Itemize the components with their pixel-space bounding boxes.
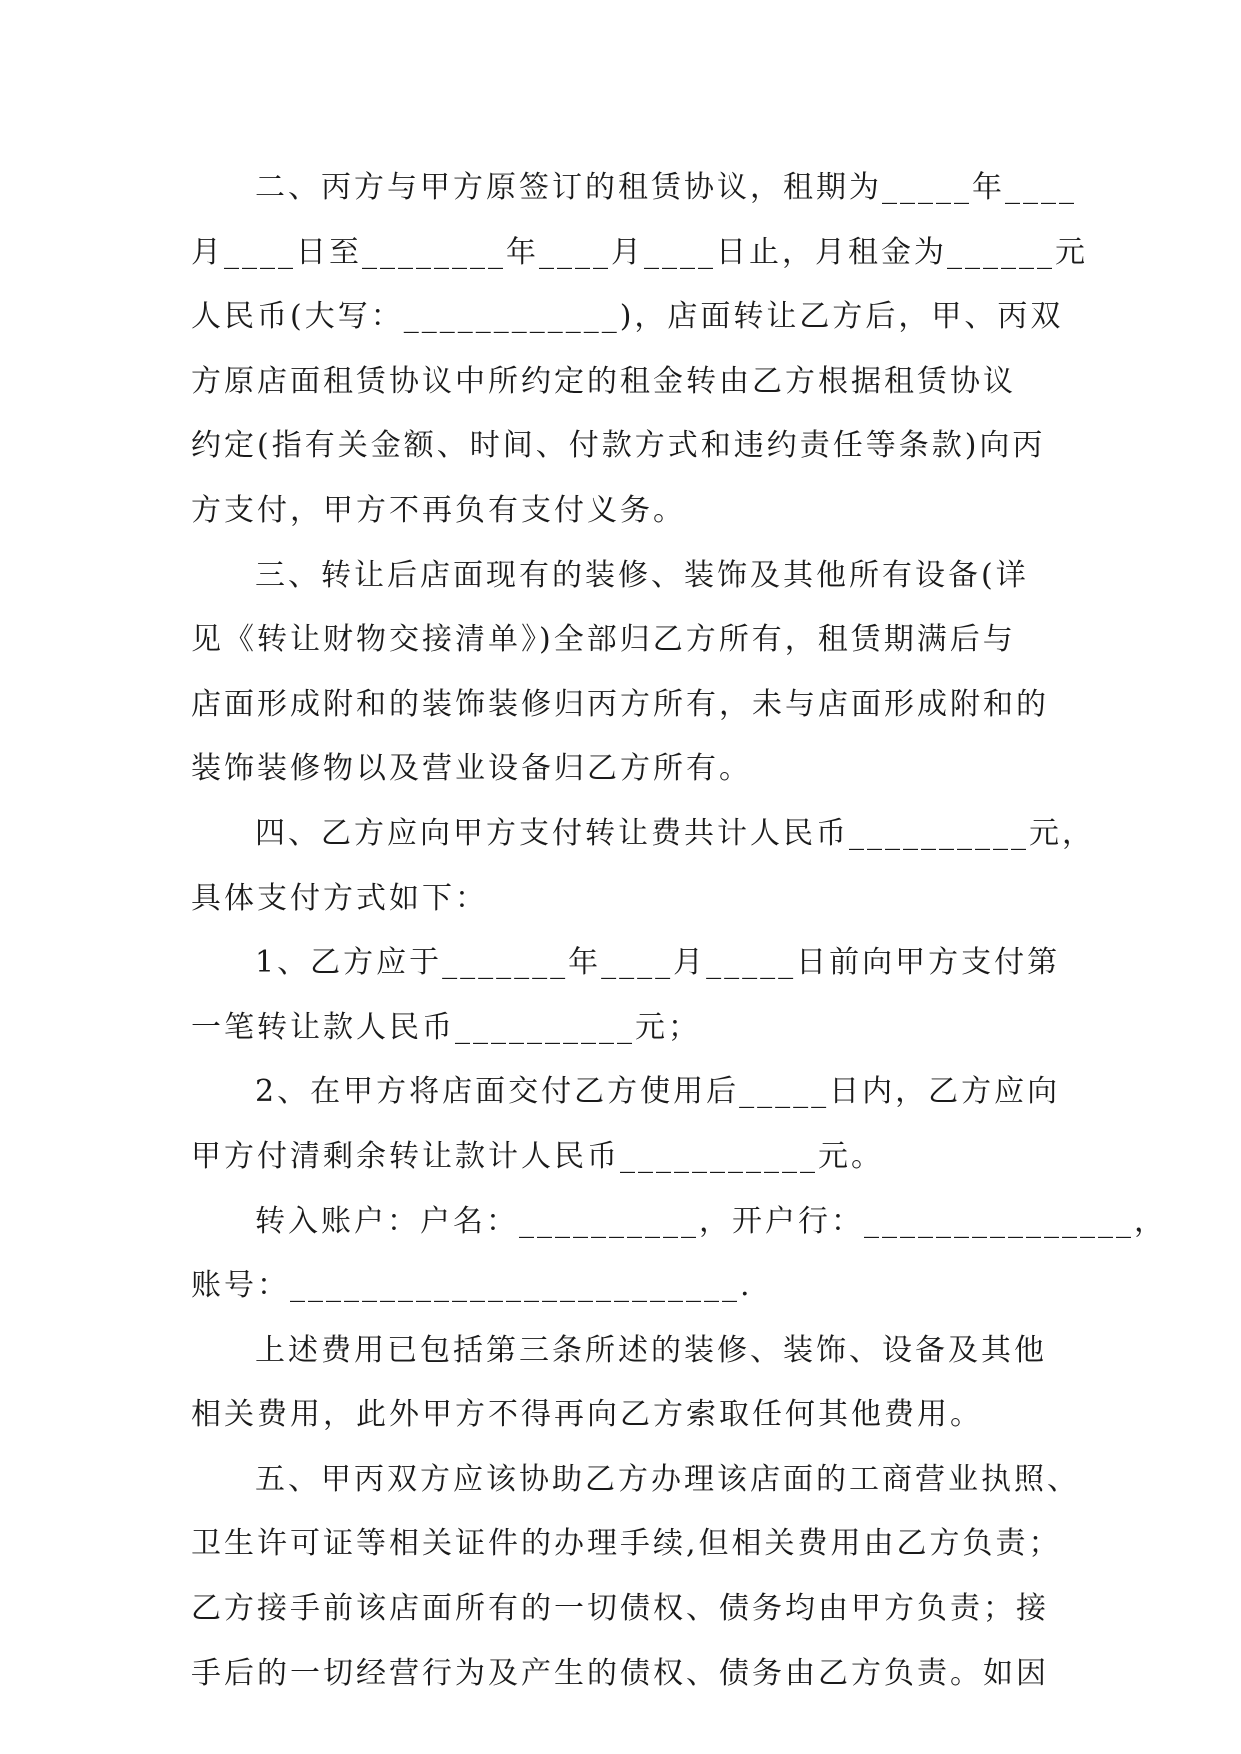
text-line: 装饰装修物以及营业设备归乙方所有。 xyxy=(191,751,752,787)
text-line: 卫生许可证等相关证件的办理手续,但相关费用由乙方负责； xyxy=(191,1526,1062,1562)
text-line: 手后的一切经营行为及产生的债权、债务由乙方负责。如因 xyxy=(191,1655,1049,1691)
text-line: 乙方接手前该店面所有的一切债权、债务均由甲方负责；接 xyxy=(191,1591,1049,1627)
text-line: 上述费用已包括第三条所述的装修、装饰、设备及其他 xyxy=(255,1332,1047,1368)
text-line: 约定(指有关金额、时间、付款方式和违约责任等条款)向丙 xyxy=(191,428,1046,464)
text-line: 转入账户：户名：__________，开户行：_______________， xyxy=(255,1203,1167,1239)
text-line: 账号：_________________________. xyxy=(191,1268,753,1304)
text-line: 2、在甲方将店面交付乙方使用后_____日内，乙方应向 xyxy=(255,1074,1061,1110)
text-line: 三、转让后店面现有的装修、装饰及其他所有设备(详 xyxy=(255,557,1029,593)
text-line: 方原店面租赁协议中所约定的租金转由乙方根据租赁协议 xyxy=(191,363,1016,399)
text-line: 二、丙方与甲方原签订的租赁协议，租期为_____年____ xyxy=(255,170,1077,205)
text-line: 人民币(大写：____________)，店面转让乙方后，甲、丙双 xyxy=(191,299,1064,335)
text-line: 月____日至________年____月____日止，月租金为______元 xyxy=(191,234,1088,270)
text-line: 五、甲丙双方应该协助乙方办理该店面的工商营业执照、 xyxy=(255,1461,1080,1497)
text-line: 甲方付清剩余转让款计人民币___________元。 xyxy=(191,1138,884,1174)
text-line: 一笔转让款人民币__________元； xyxy=(191,1009,701,1045)
text-line: 店面形成附和的装饰装修归丙方所有，未与店面形成附和的 xyxy=(191,686,1049,722)
text-line: 方支付，甲方不再负有支付义务。 xyxy=(191,492,686,528)
text-line: 四、乙方应向甲方支付转让费共计人民币__________元， xyxy=(255,815,1095,851)
document-body xyxy=(191,156,1167,1706)
text-line: 相关费用，此外甲方不得再向乙方索取任何其他费用。 xyxy=(191,1397,983,1433)
text-line: 具体支付方式如下： xyxy=(191,880,488,916)
text-line: 见《转让财物交接清单》)全部归乙方所有，租赁期满后与 xyxy=(191,622,1016,658)
text-line: 1、乙方应于_______年____月_____日前向甲方支付第 xyxy=(255,945,1061,981)
